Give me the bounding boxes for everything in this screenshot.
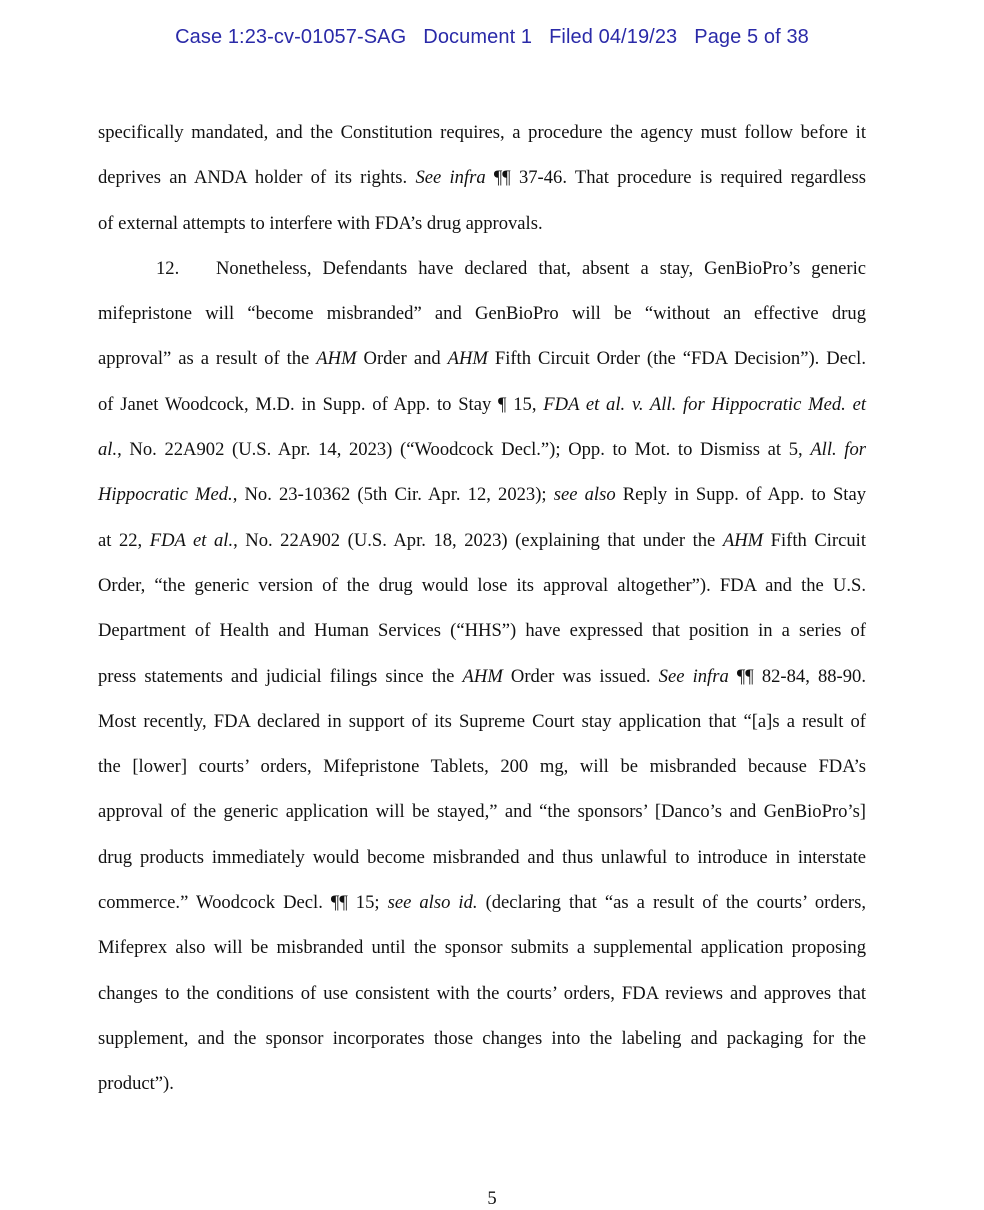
page-number: 5 bbox=[487, 1188, 497, 1209]
text-run: at 22, bbox=[98, 529, 150, 551]
text-run: , No. 22A902 (U.S. Apr. 14, 2023) (“Woodcock Decl.”); Opp. to Mot. to Dismiss at 5, bbox=[117, 439, 811, 461]
text-line bbox=[98, 246, 866, 291]
text-run: ¶¶ 82-84, 88-90. bbox=[728, 665, 866, 687]
text-run: ¶¶ 37-46. That procedure is required regardless bbox=[485, 167, 866, 189]
text-line bbox=[98, 699, 866, 744]
text-line bbox=[98, 744, 866, 789]
italic-citation: al. bbox=[98, 439, 118, 461]
text-run: mifepristone will “become misbranded” and GenBioPro will be “without an effective drug bbox=[98, 303, 866, 325]
text-line bbox=[98, 608, 866, 653]
text-run: approval” as a result of the bbox=[98, 348, 317, 370]
text-line bbox=[98, 880, 866, 925]
text-run: drug products immediately would become misbranded and thus unlawful to introduce in interstate bbox=[98, 846, 866, 868]
text-run: Order, “the generic version of the drug would lose its approval altogether”). FDA and the U.S. bbox=[98, 574, 866, 596]
text-line bbox=[98, 472, 866, 517]
text-line bbox=[98, 1016, 866, 1061]
text-line bbox=[98, 110, 866, 155]
italic-citation: AHM bbox=[722, 529, 764, 551]
text-run: Most recently, FDA declared in support of its Supreme Court stay application that “[a]s a result of bbox=[98, 710, 866, 732]
text-line bbox=[98, 382, 866, 427]
text-line bbox=[98, 1061, 866, 1106]
italic-citation: AHM bbox=[316, 348, 357, 370]
text-line bbox=[98, 518, 866, 563]
text-run: approval of the generic application will be stayed,” and “the sponsors’ [Danco’s and GenBioPro’s] bbox=[98, 801, 866, 823]
text-run: Nonetheless, Defendants have declared that, absent a stay, GenBioPro’s generic bbox=[216, 257, 866, 279]
italic-citation: see also bbox=[553, 484, 616, 506]
italic-citation: Hippocratic Med. bbox=[98, 484, 233, 506]
text-run: the [lower] courts’ orders, Mifepristone Tablets, 200 mg, will be misbranded because FDA’s bbox=[98, 756, 866, 778]
text-line bbox=[98, 427, 866, 472]
text-line bbox=[98, 336, 866, 381]
text-run: specifically mandated, and the Constitution requires, a procedure the agency must follow before it bbox=[98, 122, 866, 143]
text-run: of external attempts to interfere with FDA’s drug approvals. bbox=[98, 212, 543, 234]
text-run: Fifth Circuit bbox=[763, 529, 866, 551]
document-number: Document 1 bbox=[423, 26, 533, 48]
italic-citation: FDA et al. v. All. for Hippocratic Med. et bbox=[543, 393, 866, 415]
ecf-header bbox=[0, 26, 984, 49]
paragraph-continuation bbox=[98, 110, 866, 246]
italic-citation: FDA et al. bbox=[149, 529, 234, 551]
text-line bbox=[98, 201, 866, 246]
italic-citation: All. for bbox=[810, 439, 867, 461]
case-number: Case 1:23-cv-01057-SAG bbox=[175, 26, 407, 48]
text-line bbox=[98, 925, 866, 970]
italic-citation: See infra bbox=[658, 665, 729, 687]
text-run: , No. 22A902 (U.S. Apr. 18, 2023) (explaining that under the bbox=[233, 529, 723, 551]
italic-citation: AHM bbox=[462, 665, 503, 687]
text-run: supplement, and the sponsor incorporates those changes into the labeling and packaging for the bbox=[98, 1027, 866, 1049]
text-run: , No. 23-10362 (5th Cir. Apr. 12, 2023); bbox=[232, 484, 554, 506]
text-run: Fifth Circuit Order (the “FDA Decision”). Decl. bbox=[487, 348, 866, 370]
text-run: deprives an ANDA holder of its rights. bbox=[98, 167, 416, 189]
text-run: Order was issued. bbox=[502, 665, 659, 687]
text-run: Mifeprex also will be misbranded until the sponsor submits a supplemental application proposing bbox=[98, 937, 866, 959]
text-run: changes to the conditions of use consistent with the courts’ orders, FDA reviews and approves that bbox=[98, 982, 866, 1004]
text-line bbox=[98, 835, 866, 880]
paragraph-number: 12. bbox=[156, 257, 180, 279]
text-line bbox=[98, 155, 866, 200]
text-run: Order and bbox=[356, 348, 448, 370]
text-line bbox=[98, 971, 866, 1016]
italic-citation: AHM bbox=[447, 348, 488, 370]
text-run: Department of Health and Human Services (“HHS”) have expressed that position in a series of bbox=[98, 620, 866, 642]
text-run: of Janet Woodcock, M.D. in Supp. of App. to Stay ¶ 15, bbox=[98, 393, 544, 415]
document-body bbox=[98, 110, 866, 1107]
text-line bbox=[98, 789, 866, 834]
text-run: Reply in Supp. of App. to Stay bbox=[615, 484, 867, 506]
filed-date: Filed 04/19/23 bbox=[549, 26, 678, 48]
text-run: product”). bbox=[98, 1073, 174, 1095]
italic-citation: See infra bbox=[415, 167, 486, 189]
italic-citation: see also id. bbox=[387, 892, 478, 914]
paragraph-12 bbox=[98, 246, 866, 1107]
text-line bbox=[98, 563, 866, 608]
text-run: (declaring that “as a result of the courts’ orders, bbox=[477, 892, 866, 914]
text-run: commerce.” Woodcock Decl. ¶¶ 15; bbox=[98, 892, 388, 914]
text-run: press statements and judicial filings since the bbox=[98, 665, 463, 687]
text-line bbox=[98, 291, 866, 336]
page-count: Page 5 of 38 bbox=[694, 26, 809, 48]
text-line bbox=[98, 654, 866, 699]
